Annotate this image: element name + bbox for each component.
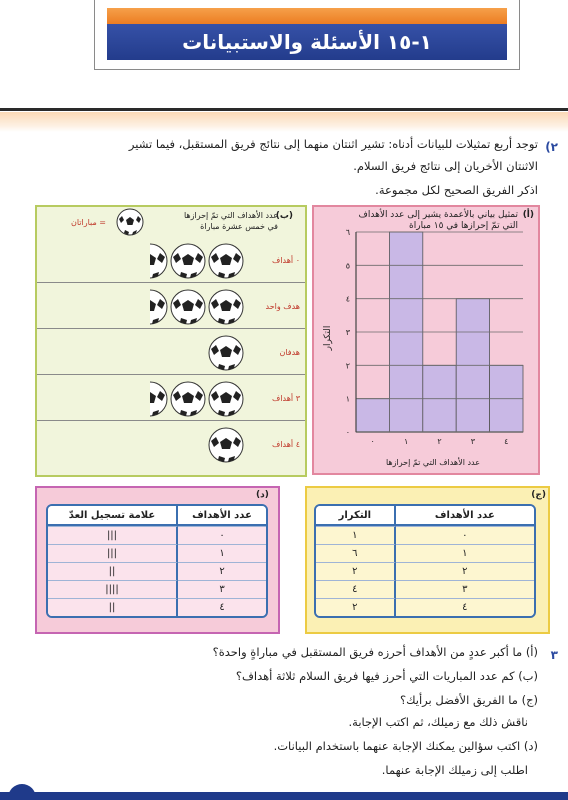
panel-b-label: (ب) xyxy=(275,211,293,221)
chart-x-tick-label: ٣ xyxy=(470,437,476,446)
freq-cell: ١ xyxy=(396,544,534,562)
chart-y-tick-label: ٥ xyxy=(345,261,350,271)
tally-row xyxy=(48,562,266,580)
pictogram-row-divider xyxy=(37,420,305,421)
pictogram-row-label: هدف واحد xyxy=(265,302,300,311)
pictogram-row-label: ٤ أهداف xyxy=(272,440,300,449)
pictogram-row-divider xyxy=(37,282,305,283)
freq-header-goals: عدد الأهداف xyxy=(396,506,534,526)
freq-row xyxy=(316,526,534,544)
tally-header-marks: علامة تسجيل العدّ xyxy=(48,506,178,526)
panel-a-title: تمثيل بياني بالأعمدة يشير إلى عدد الأهداف التي تمّ إحرازها في ١٥ مباراة xyxy=(358,210,518,231)
freq-cell: ٠ xyxy=(396,526,534,544)
freq-cell: ٢ xyxy=(396,562,534,580)
tally-cell: ٢ xyxy=(178,562,266,580)
freq-row xyxy=(316,580,534,598)
question-3c-instruction: ناقش ذلك مع زميلك، ثم اكتب الإجابة. xyxy=(348,715,528,729)
pictogram-row-label: هدفان xyxy=(279,348,300,357)
freq-cell: ٦ xyxy=(316,544,396,562)
footer-bar xyxy=(0,792,568,800)
question-3-number: ٣ xyxy=(550,648,558,662)
section-title: ١-١٥ الأسئلة والاستبيانات xyxy=(107,24,507,60)
question-3b: (ب) كم عدد المباريات التي أحرز فيها فريق السلام ثلاثة أهداف؟ xyxy=(235,669,538,683)
chart-bar xyxy=(356,399,389,432)
ball-icon xyxy=(208,335,244,375)
pictogram-key-label: = مباراتان xyxy=(70,218,106,227)
key-ball-icon xyxy=(116,208,144,236)
panel-d-label: (د) xyxy=(256,490,269,500)
panel-c-label: (ج) xyxy=(531,490,546,500)
page-divider-gradient xyxy=(0,112,568,132)
ball-icon xyxy=(208,381,244,421)
tally-cell: ٣ xyxy=(178,580,266,598)
tally-row xyxy=(48,526,266,544)
chart-y-tick-label: ٠ xyxy=(345,428,350,437)
ball-icon xyxy=(208,243,244,283)
tally-cell: || xyxy=(48,562,178,580)
tally-row xyxy=(48,598,266,616)
tally-cell: |||| xyxy=(48,580,178,598)
half-ball-icon xyxy=(150,381,168,417)
question-3d: (د) اكتب سؤالين يمكنك الإجابة عنهما باستخدام البيانات. xyxy=(273,739,538,753)
question-3c: (ج) ما الفريق الأفضل برأيك؟ xyxy=(399,693,538,707)
question-2-number: ٢) xyxy=(545,140,558,154)
pictogram-row-divider xyxy=(37,374,305,375)
freq-cell: ٢ xyxy=(316,562,396,580)
chart-x-tick-label: ٢ xyxy=(437,437,442,446)
tally-cell: ١ xyxy=(178,544,266,562)
freq-cell: ٣ xyxy=(396,580,534,598)
tally-header-goals: عدد الأهداف xyxy=(178,506,266,526)
tally-cell: ||| xyxy=(48,544,178,562)
question-2-line1: توجد أربع تمثيلات للبيانات أدناه: تشير اثنتان منهما إلى نتائج فريق المستقبل، فيما تشير xyxy=(128,137,538,151)
question-2-instruction: اذكر الفريق الصحيح لكل مجموعة. xyxy=(375,183,538,197)
chart-x-tick-label: ٤ xyxy=(504,437,509,446)
pictogram-row-label: ٠ أهداف xyxy=(272,256,300,265)
freq-cell: ٤ xyxy=(316,580,396,598)
chart-x-axis-label: عدد الأهداف التي تمّ إحرازها xyxy=(385,458,481,467)
tally-row xyxy=(48,580,266,598)
header-accent-bar xyxy=(107,8,507,24)
panel-b-title: عدد الأهداف التي تمّ إحرازها في خمس عشرة مباراة xyxy=(183,211,278,231)
ball-icon xyxy=(208,289,244,329)
chart-x-ticks xyxy=(371,437,509,446)
panel-a-label: (أ) xyxy=(522,210,534,220)
chart-x-tick-label: ١ xyxy=(403,437,409,446)
half-ball-icon xyxy=(150,243,168,279)
ball-icon xyxy=(170,289,206,329)
pictogram-row-divider xyxy=(37,328,305,329)
ball-icon xyxy=(170,243,206,283)
freq-row xyxy=(316,544,534,562)
freq-cell: ٢ xyxy=(316,598,396,616)
chart-y-tick-label: ٣ xyxy=(345,328,350,337)
chart-x-tick-label: ٠ xyxy=(370,437,375,446)
question-3a: (أ) ما أكبر عددٍ من الأهداف أحرزه فريق المستقبل في مباراةٍ واحدة؟ xyxy=(212,645,538,659)
chart-y-ticks xyxy=(346,228,351,437)
page-divider xyxy=(0,108,568,111)
half-ball-icon xyxy=(150,289,168,325)
bar-chart-svg xyxy=(318,220,533,470)
question-2-line2: الاثنتان الأخريان إلى نتائج فريق السلام. xyxy=(353,159,538,173)
ball-icon xyxy=(170,381,206,421)
tally-cell: ٤ xyxy=(178,598,266,616)
freq-header-frequency: التكرار xyxy=(316,506,396,526)
tally-cell: ٠ xyxy=(178,526,266,544)
freq-row xyxy=(316,562,534,580)
freq-cell: ١ xyxy=(316,526,396,544)
question-3d-instruction: اطلب إلى زميلك الإجابة عنهما. xyxy=(381,763,528,777)
tally-table xyxy=(46,504,268,618)
page-number-badge xyxy=(8,784,36,800)
ball-icon xyxy=(208,427,244,467)
chart-y-tick-label: ٦ xyxy=(345,228,350,237)
frequency-table xyxy=(314,504,536,618)
freq-row xyxy=(316,598,534,616)
tally-cell: ||| xyxy=(48,526,178,544)
freq-cell: ٤ xyxy=(396,598,534,616)
tally-row xyxy=(48,544,266,562)
chart-y-axis-label: التكرار xyxy=(323,325,333,351)
chart-y-tick-label: ١ xyxy=(345,394,350,404)
tally-cell: || xyxy=(48,598,178,616)
chart-y-tick-label: ٤ xyxy=(345,294,350,304)
pictogram-row-label: ٣ أهداف xyxy=(272,394,300,403)
chart-y-tick-label: ٢ xyxy=(345,361,350,371)
